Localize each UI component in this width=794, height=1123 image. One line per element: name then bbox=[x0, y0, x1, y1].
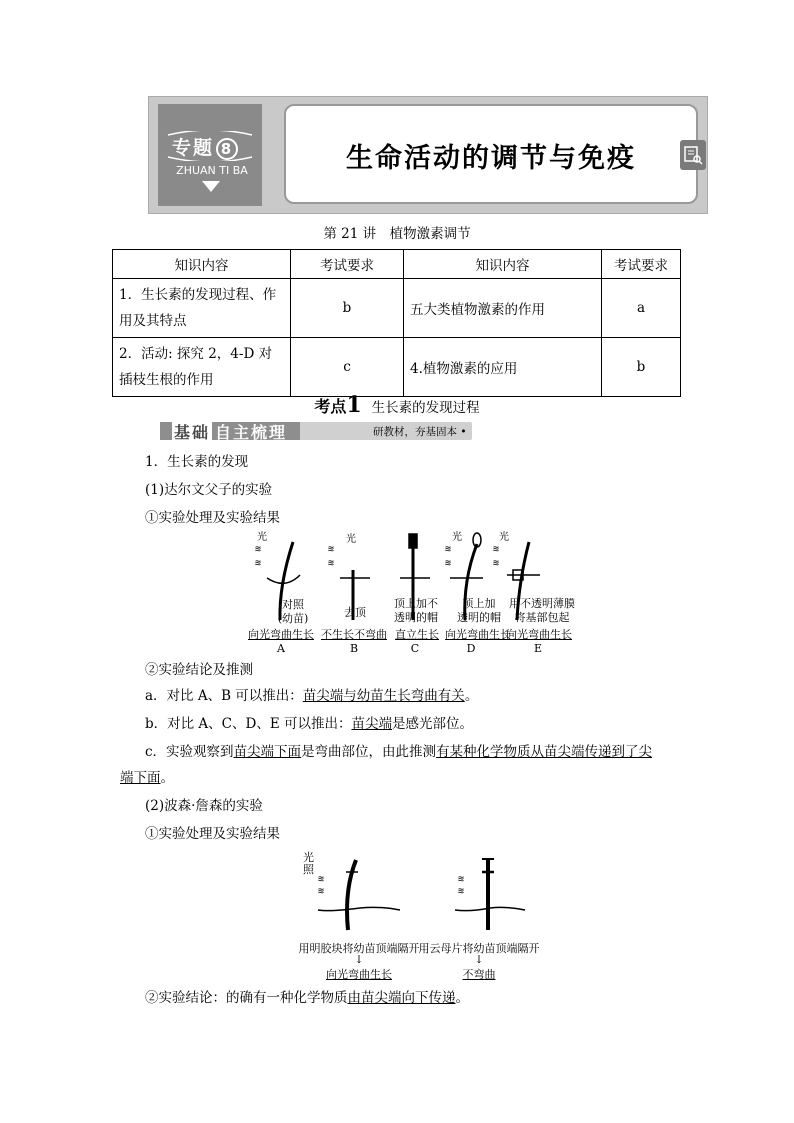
boysen-jensen-figure bbox=[300, 850, 530, 940]
fig1-label-d: 顶上加 透明的帽 bbox=[457, 597, 501, 624]
fig1-result-b: 不生长不弯曲 bbox=[321, 628, 387, 641]
table-row bbox=[113, 279, 681, 338]
light-mark: 光 bbox=[499, 532, 509, 543]
fig2-right-caption: 用云母片将幼苗顶端隔开 bbox=[418, 942, 540, 955]
step-2: ②实验结论及推测 bbox=[145, 662, 253, 678]
conclusion-c: c．实验观察到苗尖端下面是弯曲部位，由此推测有某种化学物质从苗尖端传递到了尖 bbox=[145, 744, 653, 760]
table-header-row bbox=[113, 250, 681, 279]
badge-subtitle: ZHUAN TI BA bbox=[176, 164, 248, 177]
fig1-result-a: 向光弯曲生长 bbox=[248, 628, 314, 641]
conclusion-boysen: ②实验结论：的确有一种化学物质由苗尖端向下传递。 bbox=[145, 990, 469, 1006]
fig1-letter: E bbox=[533, 642, 543, 655]
table-cell: 4.植物激素的应用 bbox=[404, 338, 602, 397]
fig1-letter: D bbox=[466, 642, 476, 655]
table-row bbox=[113, 338, 681, 397]
table-cell: 2．活动: 探究 2，4-D 对插枝生根的作用 bbox=[113, 338, 291, 397]
table-cell: 1．生长素的发现过程、作用及其特点 bbox=[113, 279, 291, 338]
fig1-letter: B bbox=[349, 642, 359, 655]
requirements-table bbox=[112, 249, 681, 397]
light-mark: 光 bbox=[452, 532, 462, 543]
fig2-left-caption: 用明胶块将幼苗顶端隔开 bbox=[298, 942, 420, 955]
light-wave-icon: ≋ bbox=[458, 886, 465, 897]
subheading-boysen: (2)波森·詹森的实验 bbox=[145, 798, 263, 814]
light-mark: 光 bbox=[257, 532, 267, 543]
table-cell: 五大类植物激素的作用 bbox=[404, 279, 602, 338]
kaodian-heading: 考点1 生长素的发现过程 bbox=[314, 392, 480, 418]
badge-title: 专题 8 bbox=[172, 133, 238, 160]
fig2-left-arrow: ↓ bbox=[354, 953, 364, 966]
table-cell: b bbox=[602, 338, 681, 397]
fig2-right-result: 不弯曲 bbox=[462, 968, 496, 981]
fig1-letter: A bbox=[277, 642, 285, 655]
table-cell: b bbox=[291, 279, 404, 338]
header-cell: 考试要求 bbox=[291, 250, 404, 279]
fig1-result-c: 直立生长 bbox=[395, 628, 439, 641]
light-wave-icon: ≋ bbox=[255, 558, 262, 569]
conclusion-c-cont: 端下面。 bbox=[120, 770, 174, 786]
light-wave-icon: ≋ bbox=[318, 874, 325, 885]
fig1-result-d: 向光弯曲生长 bbox=[445, 628, 511, 641]
header-cell: 知识内容 bbox=[113, 250, 291, 279]
light-wave-icon: ≋ bbox=[458, 874, 465, 885]
fig2-right-arrow: ↓ bbox=[474, 953, 484, 966]
fig1-label-e: 用不透明薄膜 将基部包起 bbox=[509, 597, 575, 624]
step-1: ①实验处理及实验结果 bbox=[145, 510, 280, 526]
fig1-letter: C bbox=[410, 642, 420, 655]
light-wave-icon: ≋ bbox=[328, 558, 335, 569]
step-1b: ①实验处理及实验结果 bbox=[145, 826, 280, 842]
book-search-icon bbox=[680, 140, 706, 170]
heading-1: 1．生长素的发现 bbox=[145, 454, 249, 470]
subheading-darwin: (1)达尔文父子的实验 bbox=[145, 482, 273, 498]
chapter-title: 生命活动的调节与免疫 bbox=[346, 143, 636, 174]
conclusion-a: a．对比 A、B 可以推出：苗尖端与幼苗生长弯曲有关。 bbox=[145, 688, 479, 704]
light-wave-icon: ≋ bbox=[318, 886, 325, 897]
section-bar-subtitle: 研教材，夯基固本 • bbox=[373, 426, 467, 438]
table-cell: a bbox=[602, 279, 681, 338]
badge-number: 8 bbox=[216, 138, 238, 160]
section-bar-title: 基础 自主梳理 bbox=[172, 420, 287, 443]
light-wave-icon: ≋ bbox=[493, 558, 500, 569]
fig1-label-b: 去顶 bbox=[344, 606, 366, 619]
conclusion-b: b．对比 A、C、D、E 可以推出：苗尖端是感光部位。 bbox=[145, 716, 473, 732]
light-wave-icon: ≋ bbox=[493, 544, 500, 555]
table-cell: c bbox=[291, 338, 404, 397]
light-wave-icon: ≋ bbox=[445, 544, 452, 555]
light-wave-icon: ≋ bbox=[445, 558, 452, 569]
fig1-result-e: 向光弯曲生长 bbox=[506, 628, 572, 641]
fig1-label-a: 对照 (幼苗) bbox=[277, 598, 309, 625]
fig2-left-result: 向光弯曲生长 bbox=[326, 968, 392, 981]
fig1-label-c: 顶上加不 透明的帽 bbox=[394, 597, 438, 624]
lecture-title: 第 21 讲 植物激素调节 bbox=[323, 226, 471, 242]
header-cell: 考试要求 bbox=[602, 250, 681, 279]
badge-triangle-icon bbox=[202, 181, 220, 192]
light-wave-icon: ≋ bbox=[328, 544, 335, 555]
light-mark: 光 bbox=[346, 534, 356, 545]
light-wave-icon: ≋ bbox=[255, 544, 262, 555]
fig2-light-label: 光 照 bbox=[303, 851, 314, 876]
header-cell: 知识内容 bbox=[404, 250, 602, 279]
